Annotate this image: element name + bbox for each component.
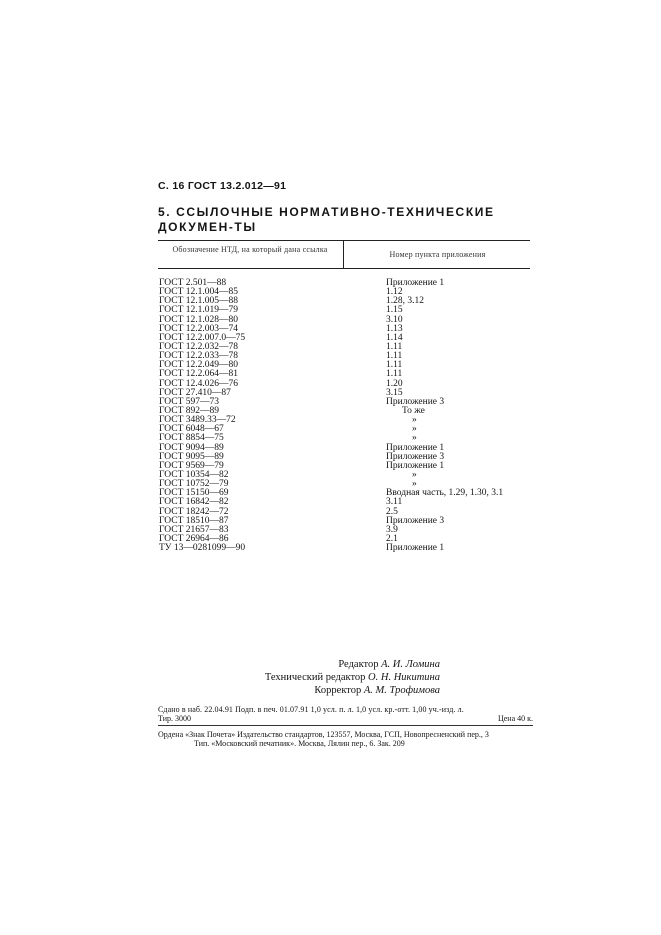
table-row-document: ГОСТ 18242—72 — [159, 506, 229, 517]
table-row-item: Приложение 1 — [386, 278, 445, 288]
editor-line — [240, 658, 440, 671]
table-row-document: ГОСТ 9094—89 — [159, 442, 224, 453]
table-row-document: ГОСТ 12.1.004—85 — [159, 287, 238, 298]
table-row-item: 3.15 — [386, 387, 403, 398]
table-row-item: Приложение 1 — [386, 442, 445, 453]
page-header: С. 16 ГОСТ 13.2.012—91 — [158, 180, 287, 192]
table-row-document: ГОСТ 12.1.019—79 — [159, 305, 238, 316]
table-row-document: ГОСТ 9569—79 — [159, 460, 224, 471]
corrector-line — [240, 684, 440, 697]
circulation: Тир. 3000 — [158, 713, 191, 723]
corrector-role: Корректор — [314, 685, 362, 696]
print-info — [158, 706, 533, 726]
table-row-document: ГОСТ 10752—79 — [159, 479, 229, 490]
table-row-document: ГОСТ 12.1.028—80 — [159, 314, 238, 325]
table-row-item: » — [412, 415, 417, 426]
section-title: 5. ССЫЛОЧНЫЕ НОРМАТИВНО-ТЕХНИЧЕСКИЕ ДОКУМЕН-ТЫ — [158, 205, 495, 234]
editors-block — [240, 658, 440, 697]
publisher-block — [158, 730, 538, 748]
table-row-item: 1.11 — [386, 369, 403, 380]
table-row-document: ГОСТ 892—89 — [159, 405, 219, 416]
tech-editor-line — [240, 671, 440, 684]
table-row-item: 3.9 — [386, 524, 398, 535]
table-row-item: » — [412, 469, 417, 480]
document-column — [159, 279, 344, 553]
table-row-item: 1.11 — [386, 341, 403, 352]
table-row-item: 1.15 — [386, 305, 403, 316]
table-row-document: ГОСТ 12.2.003—74 — [159, 323, 238, 334]
editor-role: Редактор — [338, 659, 379, 670]
table-row-item: Приложение 3 — [386, 515, 445, 526]
table-row-item: Вводная часть, 1.29, 1.30, 3.1 — [386, 488, 504, 499]
table-row-document: ГОСТ 3489.33—72 — [159, 415, 236, 426]
table-row-document: ГОСТ 15150—69 — [159, 488, 229, 499]
corrector-name: А. М. Трофимова — [363, 685, 440, 696]
table-row-item: 1.28, 3.12 — [386, 296, 424, 307]
table-row-item: 3.11 — [386, 497, 403, 508]
table-row-document: ГОСТ 9095—89 — [159, 451, 224, 462]
table-row-document: ГОСТ 21657—83 — [159, 524, 229, 535]
table-row-document: ГОСТ 8854—75 — [159, 433, 224, 444]
table-row-item: Приложение 1 — [386, 460, 445, 471]
item-column — [386, 279, 566, 553]
column-header-item: Номер пункта приложения — [389, 250, 486, 259]
table-row-item: 2.5 — [386, 506, 398, 517]
table-row-document: ГОСТ 26964—86 — [159, 533, 229, 544]
table-row-item: 3.10 — [386, 314, 403, 325]
table-row-document: ГОСТ 12.2.064—81 — [159, 369, 238, 380]
table-row-item: То же — [402, 405, 425, 416]
table-row-document: ГОСТ 12.2.033—78 — [159, 351, 238, 362]
table-top-rule — [158, 240, 530, 241]
table-row-document: ГОСТ 27.410—87 — [159, 387, 231, 398]
table-row-item: 1.20 — [386, 378, 403, 389]
tech-editor-name: О. Н. Никитина — [368, 672, 440, 683]
table-row-document: ГОСТ 597—73 — [159, 396, 219, 407]
table-row-document: ГОСТ 2.501—88 — [159, 278, 227, 288]
price: Цена 40 к. — [497, 713, 533, 723]
table-row-document: ГОСТ 12.1.005—88 — [159, 296, 238, 307]
table-row-document: ГОСТ 12.2.049—80 — [159, 360, 238, 371]
table-row-document: ГОСТ 12.2.007.0—75 — [159, 332, 246, 343]
tech-editor-role: Технический редактор — [264, 672, 366, 683]
publisher-line: Ордена «Знак Почета» Издательство стандартов, 123557, Москва, ГСП, Новопресненский пер., 3 — [158, 730, 489, 739]
table-row-item: Приложение 1 — [386, 543, 445, 554]
table-row-item: 2.1 — [386, 533, 398, 544]
table-row-item: » — [412, 433, 417, 444]
table-row-document: ГОСТ 18510—87 — [159, 515, 229, 526]
table-row-document: ТУ 13—0281099—90 — [159, 543, 246, 554]
table-row-item: 1.12 — [386, 287, 403, 298]
table-row-item: » — [412, 479, 417, 490]
table-row-item: 1.11 — [386, 351, 403, 362]
table-row-item: 1.11 — [386, 360, 403, 371]
column-header-document: Обозначение НТД, на который дана ссылка — [172, 245, 328, 254]
table-row-document: ГОСТ 12.4.026—76 — [159, 378, 238, 389]
printer-line: Тип. «Московский печатник». Москва, Лялин пер., 6. Зак. 209 — [194, 739, 405, 748]
table-row-item: 1.13 — [386, 323, 403, 334]
table-row-item: » — [412, 424, 417, 435]
table-row-document: ГОСТ 16842—82 — [159, 497, 229, 508]
table-row-document: ГОСТ 10354—82 — [159, 469, 229, 480]
table-header-separator — [343, 240, 344, 268]
table-row-item: Приложение 3 — [386, 451, 445, 462]
table-header-rule — [158, 268, 530, 269]
print-info-line: Сдано в наб. 22.04.91 Подп. в печ. 01.07.91 1,0 усл. п. л. 1,0 усл. кр.-отт. 1,00 уч.-изд. л. — [158, 705, 464, 714]
table-row-item: 1.14 — [386, 332, 403, 343]
table-row-document: ГОСТ 12.2.032—78 — [159, 341, 238, 352]
table-row-item: Приложение 3 — [386, 396, 445, 407]
print-info-footer — [158, 715, 533, 724]
table-row-document: ГОСТ 6048—67 — [159, 424, 224, 435]
editor-name: А. И. Ломина — [381, 659, 440, 670]
